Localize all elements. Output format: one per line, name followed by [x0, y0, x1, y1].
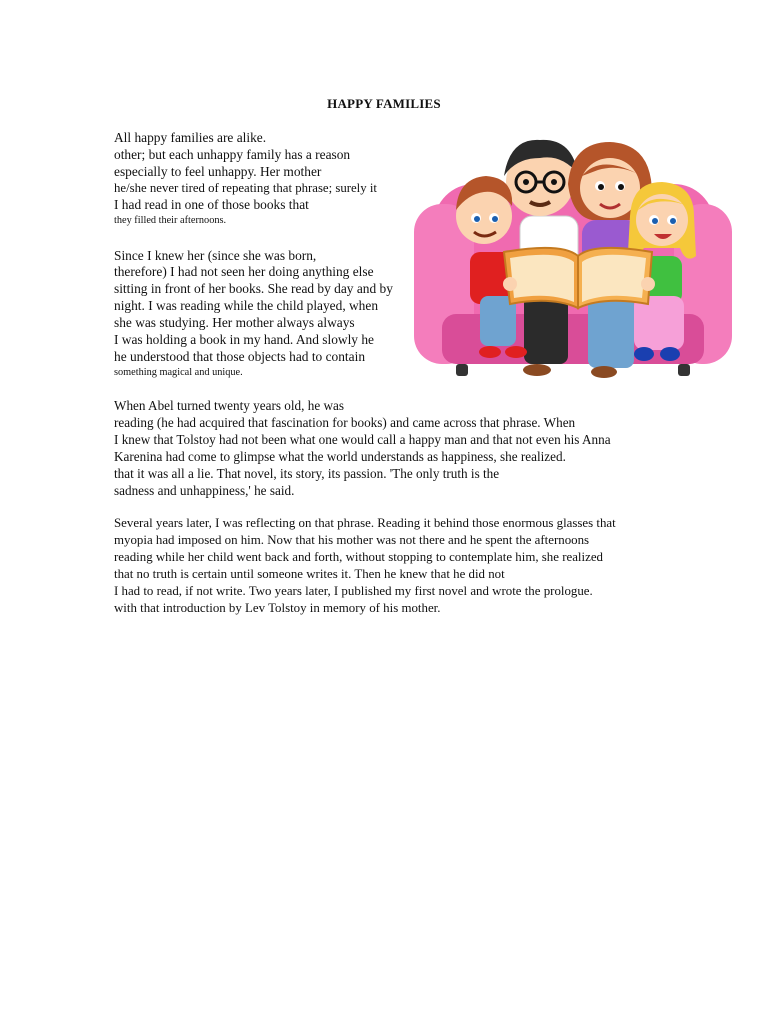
text-line: Karenina had come to glimpse what the world understands as happiness, she realized. [114, 449, 566, 464]
text-line: they filled their afternoons. [114, 215, 227, 226]
hand [503, 277, 517, 291]
text-line: Several years later, I was reflecting on that phrase. Reading it behind those enormous glasses that [114, 516, 616, 530]
text-line: that no truth is certain until someone writes it. Then he knew that he did not [114, 567, 505, 581]
text-line: she was studying. Her mother always always [114, 315, 355, 330]
text-line: he understood that those objects had to contain [114, 349, 366, 364]
text-line: I was holding a book in my hand. And slowly he [114, 332, 374, 347]
text-line: he/she never tired of repeating that phrase; surely it [114, 181, 377, 195]
text-line: I knew that Tolstoy had not been what one would call a happy man and that not even his Anna [114, 432, 611, 447]
text-line: night. I was reading while the child played, when [114, 298, 379, 313]
text-line: sadness and unhappiness,' he said. [114, 483, 295, 498]
text-line: something magical and unique. [114, 367, 243, 378]
text-line: When Abel turned twenty years old, he was [114, 398, 344, 413]
text-line: I had to read, if not write. Two years later, I published my first novel and wrote the prologue. [114, 584, 593, 598]
sofa-leg [456, 364, 468, 376]
text-line: I had read in one of those books that [114, 197, 309, 212]
sofa-leg [678, 364, 690, 376]
text-line: Since I knew her (since she was born, [114, 248, 317, 263]
text-line: reading (he had acquired that fascination for books) and came across that phrase. When [114, 415, 576, 430]
text-line: reading while her child went back and forth, without stopping to contemplate him, she realized [114, 550, 603, 564]
text-line: therefore) I had not seen her doing anything else [114, 264, 374, 279]
text-line: myopia had imposed on him. Now that his mother was not there and he spent the afternoons [114, 533, 590, 547]
text-line: that it was all a lie. That novel, its story, its passion. 'The only truth is the [114, 466, 500, 481]
text-line: other; but each unhappy family has a reason [114, 147, 351, 162]
page-title: HAPPY FAMILIES [327, 96, 441, 111]
family-reading-illustration [412, 124, 734, 380]
text-line: All happy families are alike. [114, 130, 267, 145]
hand [641, 277, 655, 291]
text-line: with that introduction by Lev Tolstoy in memory of his mother. [114, 601, 441, 615]
text-line: sitting in front of her books. She read by day and by [114, 281, 393, 296]
text-line: especially to feel unhappy. Her mother [114, 164, 322, 179]
open-book [504, 248, 652, 308]
